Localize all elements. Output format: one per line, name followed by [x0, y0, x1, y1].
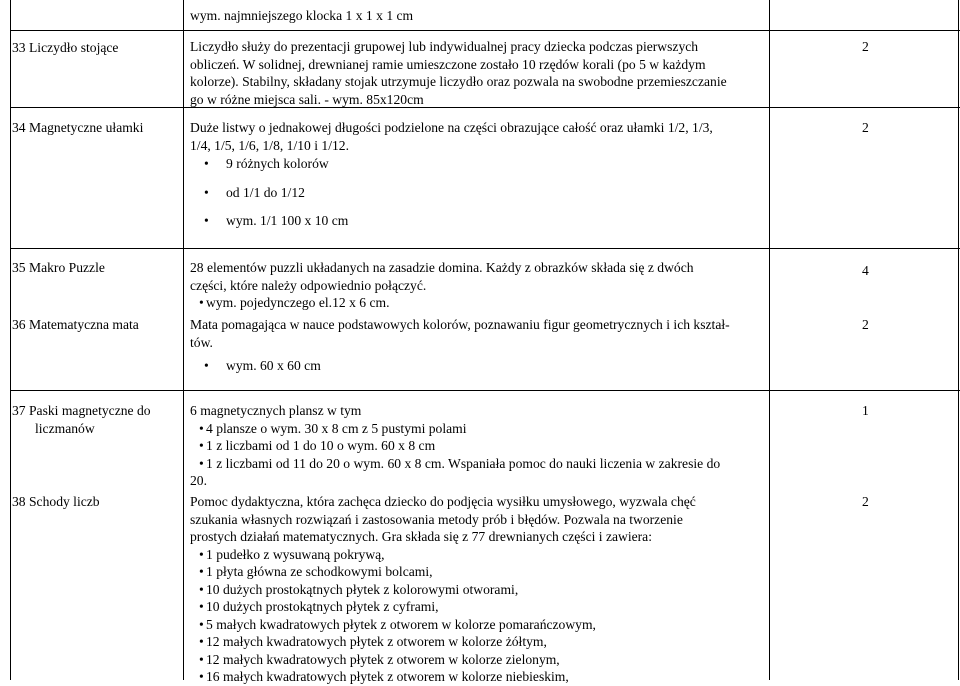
bullet-item: • 12 małych kwadratowych płytek z otworem w kolorze żółtym, [190, 633, 770, 651]
item-quantity: 2 [862, 494, 869, 509]
desc-line: 28 elementów puzzli układanych na zasadzie domina. Każdy z obrazków składa się z dwóch [190, 260, 694, 275]
desc-line: 1/4, 1/5, 1/6, 1/8, 1/10 i 1/12. [190, 137, 349, 153]
item-description [190, 119, 770, 230]
column-divider-name [183, 0, 184, 680]
item-name [12, 259, 180, 277]
desc-line: 20. [190, 473, 207, 488]
item-number: 34 [12, 120, 26, 135]
bullet-item: • 1 z liczbami od 1 do 10 o wym. 60 x 8 cm [190, 437, 770, 455]
desc-line: Duże listwy o jednakowej długości podzielone na części obrazujące całość oraz ułamki 1/2, 1/3, [190, 120, 713, 135]
item-number: 37 [12, 403, 26, 418]
desc-line: go w różne miejsca sali. - wym. 85x120cm [190, 91, 424, 107]
desc-line: Mata pomagająca w nauce podstawowych kolorów, poznawaniu figur geometrycznych i ich kształ- [190, 317, 730, 332]
bullet-item: • 1 płyta główna ze schodkowymi bolcami, [190, 563, 770, 581]
bullet-item: • 5 małych kwadratowych płytek z otworem w kolorze pomarańczowym, [190, 616, 770, 634]
item-title: Liczydło stojące [29, 40, 119, 55]
item-number: 35 [12, 260, 26, 275]
desc-line: Liczydło służy do prezentacji grupowej lub indywidualnej pracy dziecka podczas pierwszych [190, 39, 699, 54]
item-quantity: 2 [862, 317, 869, 332]
item-name [12, 493, 180, 511]
item-title-cont: liczmanów [35, 420, 95, 436]
item-name [12, 316, 180, 334]
bullet-item: • 10 dużych prostokątnych płytek z cyframi, [190, 598, 770, 616]
desc-line: 6 magnetycznych plansz w tym [190, 403, 362, 418]
item-description [190, 259, 770, 312]
desc-line: prostych działań matematycznych. Gra składa się z 77 drewnianych części i zawiera: [190, 529, 652, 544]
item-description [190, 493, 770, 686]
bullet-item: • 4 plansze o wym. 30 x 8 cm z 5 pustymi polami [190, 420, 770, 438]
desc-line: obliczeń. W solidnej, drewnianej ramie umieszczone zostało 10 rzędów korali (po 5 w każdym [190, 56, 706, 72]
row-divider [10, 390, 960, 391]
table-border-left [10, 0, 11, 680]
desc-line: kolorze). Stabilny, składany stojak utrzymuje liczydło oraz pozwala na swobodne przemieszczanie [190, 74, 727, 89]
bullet-item: • wym. 1/1 100 x 10 cm [190, 212, 770, 230]
desc-line: tów. [190, 334, 213, 350]
bullet-item: • 1 pudełko z wysuwaną pokrywą, [190, 546, 770, 564]
bullet-item: • 9 różnych kolorów [190, 155, 770, 173]
table-border-right [958, 0, 959, 680]
item-title: Matematyczna mata [29, 317, 139, 332]
item-title: Makro Puzzle [29, 260, 105, 275]
item-quantity: 2 [862, 39, 869, 54]
row-divider [10, 30, 960, 31]
bullet-item: • 10 dużych prostokątnych płytek z kolorowymi otworami, [190, 581, 770, 599]
item-title: Magnetyczne ułamki [29, 120, 144, 135]
item-number: 38 [12, 494, 26, 509]
item-name [12, 39, 180, 57]
desc-line: części, które należy odpowiednio połączyć. [190, 277, 427, 293]
item-name [12, 402, 180, 437]
bullet-item: • wym. 60 x 60 cm [190, 357, 770, 375]
bullet-item: • 16 małych kwadratowych płytek z otworem w kolorze niebieskim, [190, 668, 770, 686]
item-quantity: 1 [862, 403, 869, 418]
item-number: 36 [12, 317, 26, 332]
desc-line: Pomoc dydaktyczna, która zachęca dziecko do podjęcia wysiłku umysłowego, wyzwala chęć [190, 494, 696, 509]
item-name [12, 119, 180, 137]
bullet-item: • 1 z liczbami od 11 do 20 o wym. 60 x 8 cm. Wspaniała pomoc do nauki liczenia w zakresie do [190, 455, 770, 473]
top-row-desc: wym. najmniejszego klocka 1 x 1 x 1 cm [190, 8, 414, 23]
item-title: Paski magnetyczne do [29, 403, 151, 418]
item-quantity: 4 [862, 263, 869, 278]
item-number: 33 [12, 40, 26, 55]
item-quantity: 2 [862, 120, 869, 135]
item-description [190, 402, 770, 490]
item-title: Schody liczb [29, 494, 100, 509]
desc-line: szukania własnych rozwiązań i zastosowania metody prób i błędów. Pozwala na tworzenie [190, 511, 683, 527]
bullet-item: • 12 małych kwadratowych płytek z otworem w kolorze zielonym, [190, 651, 770, 669]
row-divider [10, 248, 960, 249]
item-description [190, 316, 770, 375]
bullet-item: • od 1/1 do 1/12 [190, 184, 770, 202]
bullet-item: • wym. pojedynczego el.12 x 6 cm. [190, 294, 770, 312]
item-description [190, 38, 770, 108]
